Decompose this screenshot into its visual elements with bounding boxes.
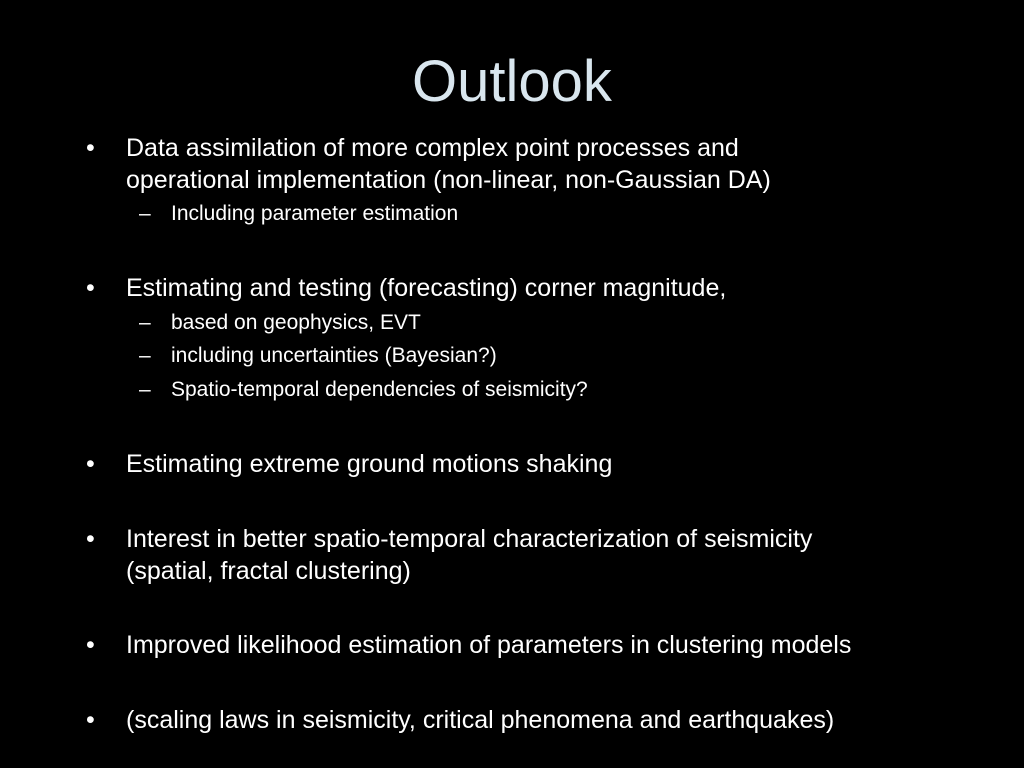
- bullet-icon: •: [86, 134, 95, 162]
- bullet-4-line-1: Interest in better spatio-temporal characterization of seismicity: [126, 525, 813, 553]
- sub-item-text: including uncertainties (Bayesian?): [171, 344, 497, 367]
- bullet-icon: •: [86, 450, 95, 478]
- bullet-1-line-2: operational implementation (non-linear, non-Gaussian DA): [126, 166, 771, 194]
- bullet-3-line-1: Estimating extreme ground motions shaking: [126, 450, 613, 478]
- sub-item-2-1: [139, 309, 971, 337]
- bullet-item-5: [86, 629, 986, 661]
- bullet-item-1: [86, 132, 986, 196]
- bullet-1-line-1: Data assimilation of more complex point processes and: [126, 134, 739, 162]
- bullet-item-3: [86, 448, 986, 480]
- bullet-icon: •: [86, 706, 95, 734]
- bullet-item-6: [86, 704, 986, 736]
- dash-icon: –: [139, 378, 151, 401]
- dash-icon: –: [139, 344, 151, 367]
- dash-icon: –: [139, 202, 151, 225]
- bullet-icon: •: [86, 525, 95, 553]
- sub-item-1-1: [139, 200, 971, 228]
- bullet-5-line-1: Improved likelihood estimation of parameters in clustering models: [126, 631, 852, 659]
- sub-item-text: Including parameter estimation: [171, 202, 459, 225]
- bullet-4-line-2: (spatial, fractal clustering): [126, 557, 411, 585]
- sub-item-text: based on geophysics, EVT: [171, 311, 421, 334]
- bullet-6-line-1: (scaling laws in seismicity, critical phenomena and earthquakes): [126, 706, 835, 734]
- bullet-item-4: [86, 523, 986, 587]
- bullet-2-line-1: Estimating and testing (forecasting) corner magnitude,: [126, 274, 727, 302]
- sub-item-2-2: [139, 342, 971, 370]
- bullet-icon: •: [86, 631, 95, 659]
- slide-title: Outlook: [412, 49, 612, 114]
- bullet-icon: •: [86, 274, 95, 302]
- sub-item-2-3: [139, 376, 971, 404]
- bullet-item-2: [86, 272, 986, 304]
- dash-icon: –: [139, 311, 151, 334]
- sub-item-text: Spatio-temporal dependencies of seismicity?: [171, 378, 588, 401]
